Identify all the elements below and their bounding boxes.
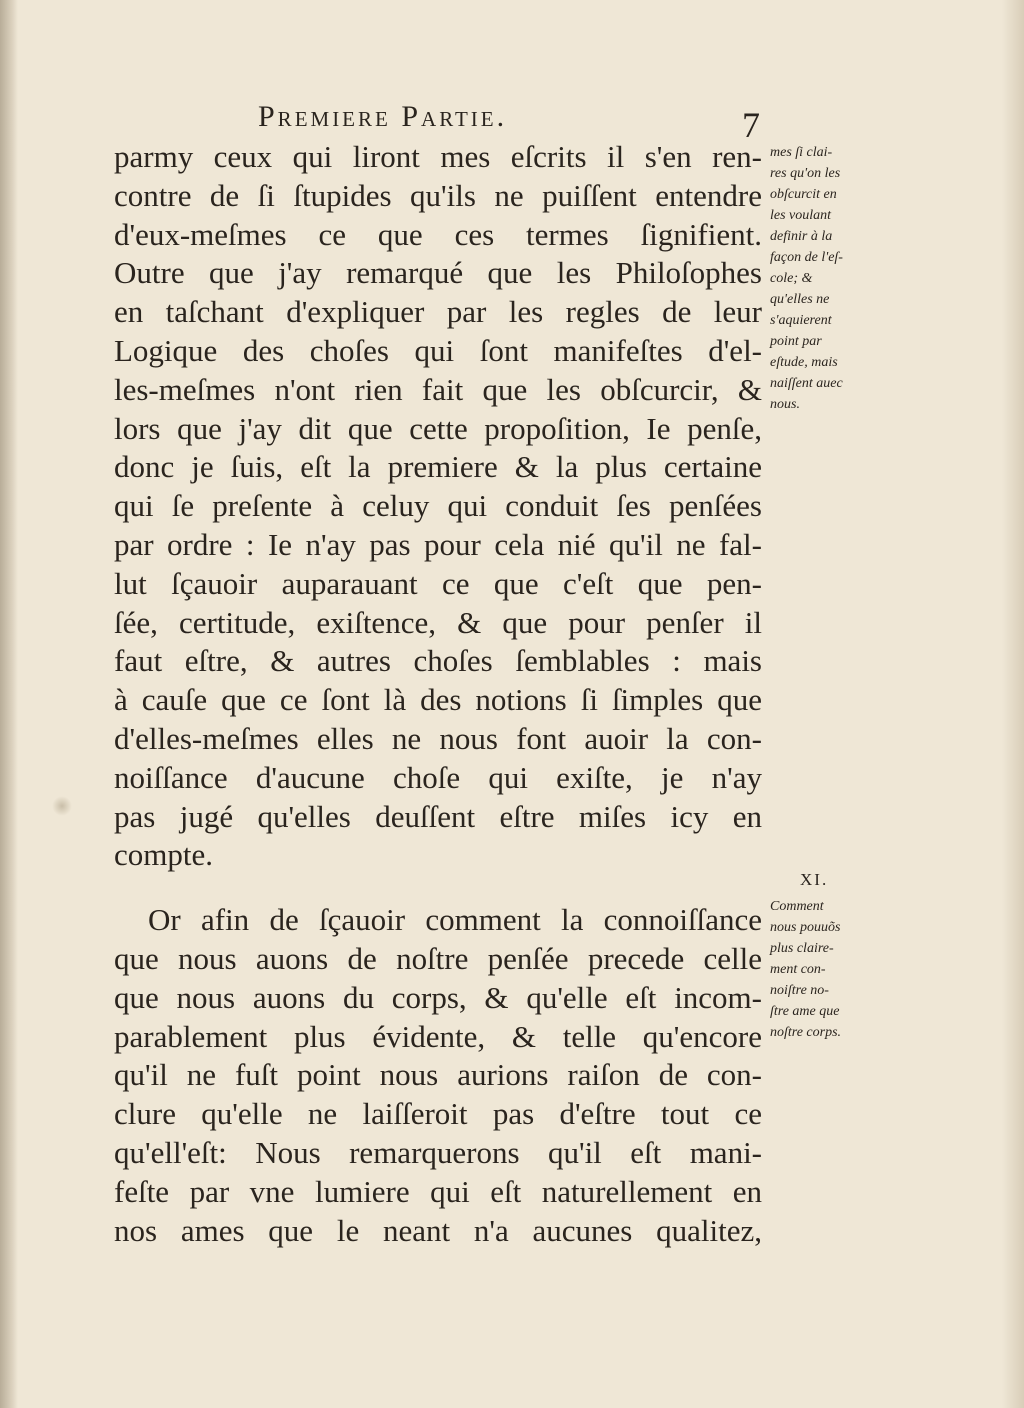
margin-note-line: mes ſi clai-: [770, 145, 833, 160]
page-binding-shadow: [0, 0, 18, 1408]
paragraph-1: [114, 138, 762, 875]
text-line: par ordre : Ie n'ay pas pour cela nié qu'il ne fal-: [114, 526, 762, 562]
text-line: qu'il ne fuſt point nous aurions raiſon de con-: [114, 1057, 762, 1093]
paragraph-2: [114, 901, 762, 1250]
page-edge-shadow: [1002, 0, 1024, 1408]
margin-note-line: point par: [770, 334, 822, 349]
margin-note-line: nous.: [770, 397, 800, 412]
text-line: pas jugé qu'elles deuſſent eſtre miſes icy en: [114, 798, 762, 834]
text-line: qui ſe preſente à celuy qui conduit ſes penſées: [114, 488, 762, 524]
margin-note-line: noiſtre no-: [770, 983, 829, 998]
text-line: en taſchant d'expliquer par les regles de leur: [114, 294, 762, 330]
text-line: contre de ſi ſtupides qu'ils ne puiſſent entendre: [114, 177, 762, 213]
text-line: ſée, certitude, exiſtence, & que pour penſer il: [114, 604, 762, 640]
text-line: d'eux-meſmes ce que ces termes ſignifient.: [114, 216, 762, 252]
page-number: 7: [742, 105, 760, 145]
text-line: lut ſçauoir auparauant ce que c'eſt que pen-: [114, 565, 762, 601]
margin-note-line: nous pouuõs: [770, 920, 841, 935]
text-line: parmy ceux qui liront mes eſcrits il s'en ren-: [114, 139, 762, 174]
text-line: feſte par vne lumiere qui eſt naturellement en: [114, 1173, 762, 1209]
text-line: lors que j'ay dit que cette propoſition, Ie penſe,: [114, 410, 762, 446]
text-line: nos ames que le neant n'a aucunes qualitez,: [114, 1212, 762, 1248]
running-title: Premiere Partie.: [258, 100, 508, 133]
margin-note-line: ment con-: [770, 962, 826, 977]
margin-note-line: obſcurcit en: [770, 187, 837, 202]
margin-note-line: definir à la: [770, 229, 833, 244]
text-line: clure qu'elle ne laiſſeroit pas d'eſtre tout ce: [114, 1096, 762, 1132]
text-line: les-meſmes n'ont rien fait que les obſcurcir, &: [114, 371, 762, 407]
margin-note-line: Comment: [770, 899, 824, 914]
text-line: donc je ſuis, eſt la premiere & la plus certaine: [114, 449, 762, 485]
paragraph-gap: [114, 875, 762, 901]
text-line: à cauſe que ce ſont là des notions ſi ſimples que: [114, 682, 762, 718]
text-line: que nous auons du corps, & qu'elle eſt incom-: [114, 979, 762, 1015]
margin-note-line: res qu'on les: [770, 166, 841, 181]
paper-stain: [52, 796, 72, 816]
main-text: [114, 138, 762, 1250]
margin-note-line: ſtre ame que: [770, 1004, 840, 1019]
text-line: d'elles-meſmes elles ne nous font auoir la con-: [114, 720, 762, 756]
text-line: que nous auons de noſtre penſée precede celle: [114, 940, 762, 976]
margin-note-line: noſtre corps.: [770, 1025, 842, 1040]
margin-note-2: [770, 896, 878, 1043]
margin-note-line: eſtude, mais: [770, 355, 838, 370]
text-line: qu'ell'eſt: Nous remarquerons qu'il eſt mani-: [114, 1134, 762, 1170]
margin-note-line: plus claire-: [770, 941, 834, 956]
margin-note-line: façon de l'eſ-: [770, 250, 843, 265]
margin-note-line: s'aquierent: [770, 313, 832, 328]
text-line: Logique des choſes qui ſont manifeſtes d'el-: [114, 332, 762, 368]
text-line: parablement plus évidente, & telle qu'encore: [114, 1018, 762, 1054]
section-number: XI.: [800, 870, 829, 889]
text-line: faut eſtre, & autres choſes ſemblables : mais: [114, 643, 762, 679]
text-line: Outre que j'ay remarqué que les Philoſophes: [114, 255, 762, 291]
margin-note-line: cole; &: [770, 271, 813, 286]
margin-note-1: [770, 142, 878, 415]
text-line: compte.: [114, 837, 213, 873]
margin-note-line: naiſſent auec: [770, 376, 843, 391]
text-line: Or afin de ſçauoir comment la connoiſſance: [148, 902, 762, 938]
text-line: noiſſance d'aucune choſe qui exiſte, je n'ay: [114, 759, 762, 795]
margin-note-line: les voulant: [770, 208, 832, 223]
margin-note-line: qu'elles ne: [770, 292, 830, 307]
